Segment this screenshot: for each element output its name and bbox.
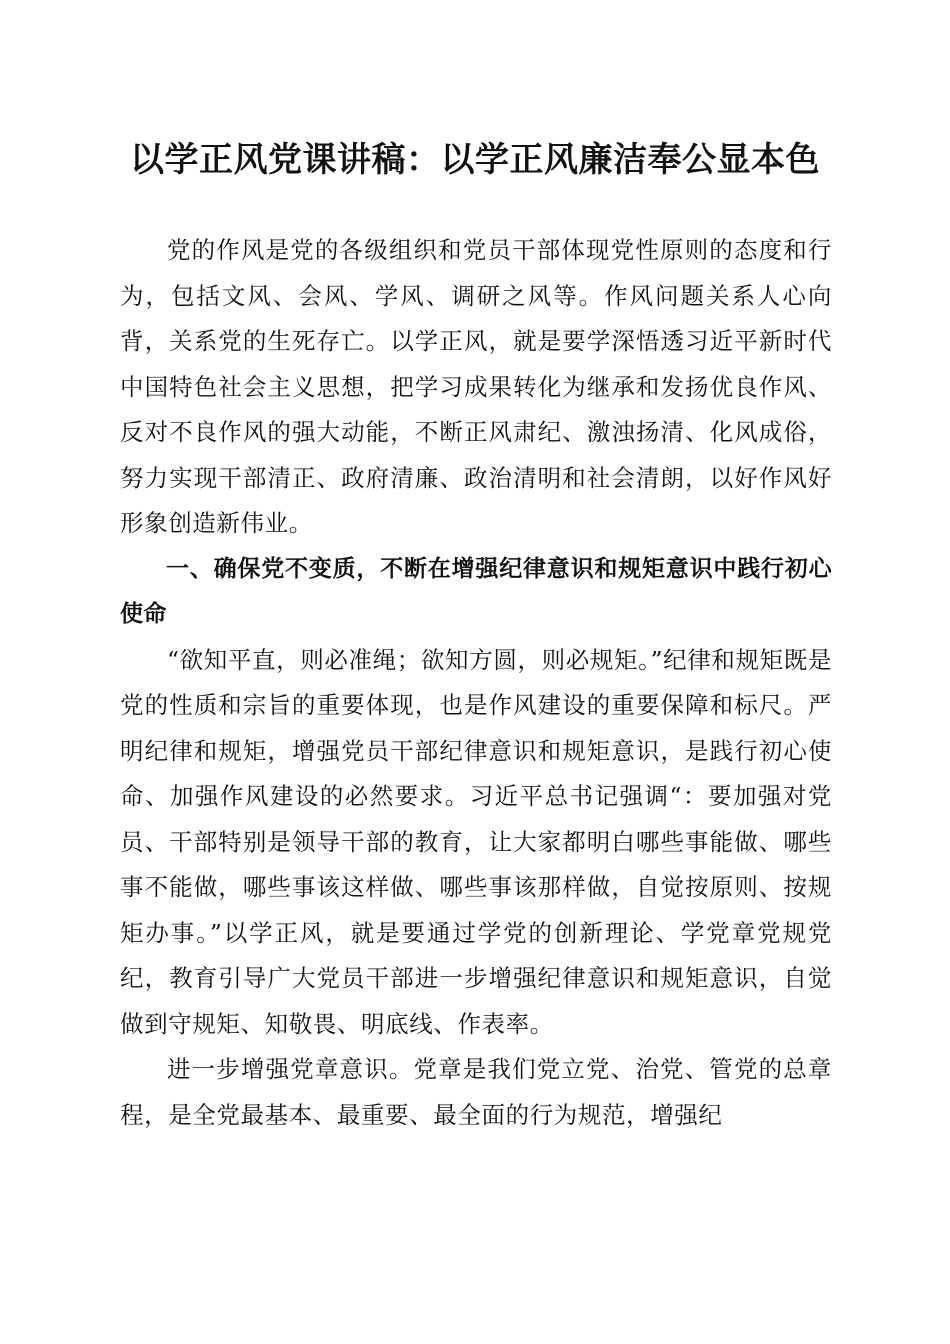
document-body — [120, 228, 832, 1138]
document-title: 以学正风党课讲稿：以学正风廉洁奉公显本色 — [130, 140, 820, 180]
section-1-paragraph-2: 进一步增强党章意识。党章是我们党立党、治党、管党的总章程，是全党最基本、最重要、最全面的行为规范，增强纪 — [120, 1055, 832, 1129]
intro-paragraph: 党的作风是党的各级组织和党员干部体现党性原则的态度和行为，包括文风、会风、学风、调研之风等。作风问题关系人心向背，关系党的生死存亡。以学正风，就是要学深悟透习近平新时代中国特色社会主义思想，把学习成果转化为继承和发扬优良作风、反对不良作风的强大动能，不断正风肃纪、激浊扬清、化风成俗，努力实现干部清正、政府清廉、政治清明和社会清朗，以好作风好形象创造新伟业。 — [120, 236, 832, 537]
section-1-paragraph-1: “欲知平直，则必准绳；欲知方圆，则必规矩。”纪律和规矩既是党的性质和宗旨的重要体现，也是作风建设的重要保障和标尺。严明纪律和规矩，增强党员干部纪律意识和规矩意识，是践行初心使命、加强作风建设的必然要求。习近平总书记强调“：要加强对党员、干部特别是领导干部的教育，让大家都明白哪些事能做、哪些事不能做，哪些事该这样做、哪些事该那样做，自觉按原则、按规矩办事。”以学正风，就是要通过学党的创新理论、学党章党规党纪，教育引导广大党员干部进一步增强纪律意识和规矩意识，自觉做到守规矩、知敬畏、明底线、作表率。 — [120, 645, 832, 1038]
section-heading-1: 一、确保党不变质，不断在增强纪律意识和规矩意识中践行初心使命 — [120, 555, 832, 627]
